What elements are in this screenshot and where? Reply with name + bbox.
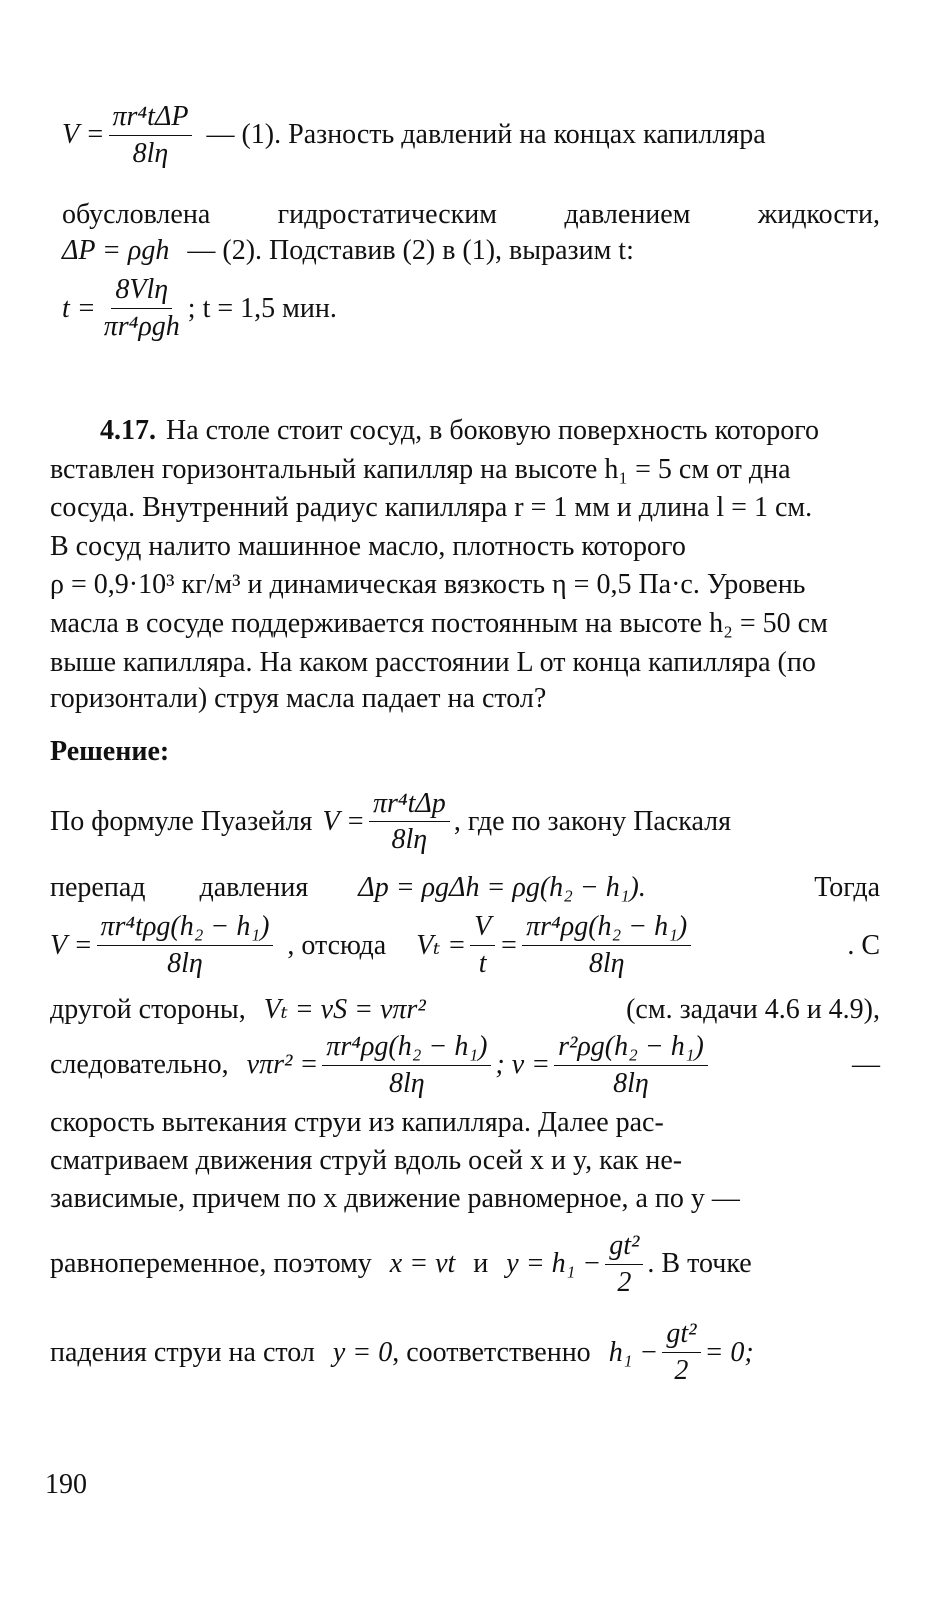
word: жидкости, bbox=[757, 199, 880, 231]
text-line: скорость вытекания струи из капилляра. Далее рас- bbox=[50, 1107, 664, 1139]
formula-v2-fraction bbox=[97, 910, 274, 980]
fraction-denominator: 8lη bbox=[588, 947, 625, 979]
fraction-numerator: πr⁴ρg(h₂ − h₁) bbox=[322, 1030, 491, 1066]
problem-line: горизонтали) струя масла падает на стол? bbox=[50, 683, 547, 715]
formula-vt-lhs: Vₜ = bbox=[416, 929, 467, 961]
problem-number: 4.17. bbox=[100, 415, 156, 446]
problem-line: В сосуд налито машинное масло, плотность которого bbox=[50, 530, 686, 562]
dash: — bbox=[852, 1049, 880, 1081]
formula-pressure-drop: Δp = ρgΔh = ρg(h₂ − h₁). bbox=[358, 871, 646, 903]
formula-t-lhs: t = bbox=[62, 292, 96, 324]
problem-line: сосуда. Внутренний радиус капилляра r = 1 мм и длина l = 1 см. bbox=[50, 492, 813, 524]
formula-v-fraction bbox=[109, 100, 193, 170]
formula-v-lhs: V = bbox=[62, 119, 105, 151]
formula-y-zero: y = 0 bbox=[332, 1336, 393, 1368]
t-result: ; t = 1,5 мин. bbox=[187, 292, 337, 324]
word: давлением bbox=[564, 199, 691, 231]
formula-vpr-fraction bbox=[322, 1030, 491, 1100]
formula-vs: Vₜ = vS = vπr² bbox=[263, 993, 426, 1025]
page-number: 190 bbox=[45, 1469, 87, 1500]
formula-dp: ΔP = ρgh bbox=[62, 234, 170, 266]
formula-x: x = vt bbox=[389, 1248, 456, 1280]
word: перепад bbox=[50, 871, 146, 903]
word: , соответственно bbox=[392, 1336, 591, 1368]
fraction-denominator: 8lη bbox=[391, 824, 428, 856]
formula-vpr-lhs: vπr² = bbox=[246, 1049, 319, 1081]
fraction-denominator: t bbox=[478, 947, 487, 979]
problem-line: вставлен горизонтальный капилляр на высоте h₁ = 5 см от дна bbox=[50, 453, 791, 485]
fraction-denominator: 8lη bbox=[613, 1067, 649, 1099]
formula-v2-lhs: V = bbox=[50, 929, 93, 961]
solution-heading: Решение: bbox=[50, 736, 170, 767]
fraction-numerator: πr⁴tΔP bbox=[109, 100, 193, 136]
word: и bbox=[473, 1248, 489, 1280]
text-line: зависимые, причем по x движение равномерное, а по y — bbox=[50, 1182, 740, 1214]
problem-line: выше капилляра. На каком расстоянии L от конца капилляра (по bbox=[50, 646, 816, 678]
problem-line: ρ = 0,9·10³ кг/м³ и динамическая вязкость η = 0,5 Па·с. Уровень bbox=[50, 569, 806, 601]
equation-1-text: — (1). Разность давлений на концах капилляра bbox=[206, 119, 766, 151]
text-line: сматриваем движения струй вдоль осей x и y, как не- bbox=[50, 1144, 683, 1176]
fraction-denominator: 2 bbox=[617, 1266, 632, 1298]
fraction-denominator: 8lη bbox=[167, 947, 203, 979]
formula-gt2b-fraction bbox=[662, 1317, 700, 1387]
formula-v-lhs: V = bbox=[322, 805, 365, 837]
word: Тогда bbox=[814, 871, 880, 903]
formula-h1-minus: h₁ − bbox=[608, 1336, 659, 1368]
fraction-numerator: V bbox=[470, 910, 495, 946]
text-line bbox=[62, 198, 880, 232]
word: . С bbox=[847, 929, 880, 961]
pascal-text: , где по закону Паскаля bbox=[453, 805, 731, 837]
fraction-numerator: r²ρg(h₂ − h₁) bbox=[554, 1030, 708, 1066]
fraction-numerator: 8Vlη bbox=[111, 273, 172, 309]
poiseuille-text: По формуле Пуазейля bbox=[50, 805, 313, 837]
word: обусловлена bbox=[62, 199, 211, 231]
formula-v-eq-fraction bbox=[554, 1030, 708, 1100]
fraction-denominator: 8lη bbox=[132, 137, 169, 169]
eq-zero: = 0; bbox=[704, 1336, 754, 1368]
continuation-block bbox=[50, 100, 880, 344]
problem-block bbox=[50, 414, 878, 716]
word: другой стороны, bbox=[50, 993, 246, 1025]
fraction-denominator: 8lη bbox=[389, 1067, 425, 1099]
fraction-numerator: gt² bbox=[605, 1229, 643, 1265]
formula-v-eq-lhs: ; v = bbox=[495, 1049, 551, 1081]
word: равнопеременное, поэтому bbox=[50, 1248, 372, 1280]
fraction-numerator: πr⁴tρg(h₂ − h₁) bbox=[97, 910, 274, 946]
solution-block: Решение: По формуле Пуазейля V = $\frac{\text{πr⁴tΔp}}{8l\eta}$ , где по закону Паскаля перепад давления Δp = ρgΔh = ρg(h₂ − h₁). Тогда V = $\frac{\text{πr⁴tρg(h₂ − h₁)}}{8l\eta}$ , отсюда Vₜ = $\frac{V}{t}$ = $\frac{\text{πr⁴ρg(h₂ − h₁)}}{8l\eta}$ . С другой стороны, Vₜ = vS = vπr² (см. задачи 4.6 и 4.9), следовательно, vπr² = $\frac{\text{πr⁴ρg(h₂ − h₁)}}{8l\eta}$ ; v = $\frac{\text{r²ρg(h₂ − h₁)}}{8l\eta}$ — скорость вытекания струи из капилляра. Далее рас- сматриваем движения струй вдоль осей x и y, как не- зависимые, причем по x движение равномерное, а по y — равнопеременное, поэтому x = vt и y = h₁ − $\frac{\text{gt²}}{2}$ . В точке падения струи на стол y = 0 , соответственно h₁ − $\frac{\text{gt²}}{2}$ = 0; bbox=[50, 736, 880, 1386]
formula-vt-fraction1 bbox=[470, 910, 495, 980]
word: гидростатическим bbox=[277, 199, 497, 231]
formula-y-lhs: y = h₁ − bbox=[506, 1248, 602, 1280]
equation-2-text: — (2). Подставив (2) в (1), выразим t: bbox=[187, 234, 634, 266]
see-tasks-text: (см. задачи 4.6 и 4.9), bbox=[626, 993, 880, 1025]
word: следовательно, bbox=[50, 1049, 229, 1081]
formula-gt2-fraction bbox=[605, 1229, 643, 1299]
fraction-denominator: πr⁴ρgh bbox=[103, 310, 180, 342]
problem-line: масла в сосуде поддерживается постоянным на высоте h₂ = 50 см bbox=[50, 607, 828, 639]
fraction-numerator: gt² bbox=[662, 1317, 700, 1353]
word: давления bbox=[199, 871, 309, 903]
fraction-numerator: πr⁴ρg(h₂ − h₁) bbox=[522, 910, 691, 946]
word: падения струи на стол bbox=[50, 1336, 315, 1368]
word: . В точке bbox=[647, 1248, 752, 1280]
problem-line: На столе стоит сосуд, в боковую поверхность которого bbox=[166, 415, 820, 446]
fraction-denominator: 2 bbox=[674, 1354, 689, 1386]
formula-t-fraction bbox=[100, 273, 184, 343]
formula-vt-fraction2 bbox=[522, 910, 691, 980]
word: , отсюда bbox=[287, 929, 387, 961]
formula-poiseuille-fraction bbox=[369, 787, 450, 857]
fraction-numerator: πr⁴tΔp bbox=[369, 787, 450, 823]
